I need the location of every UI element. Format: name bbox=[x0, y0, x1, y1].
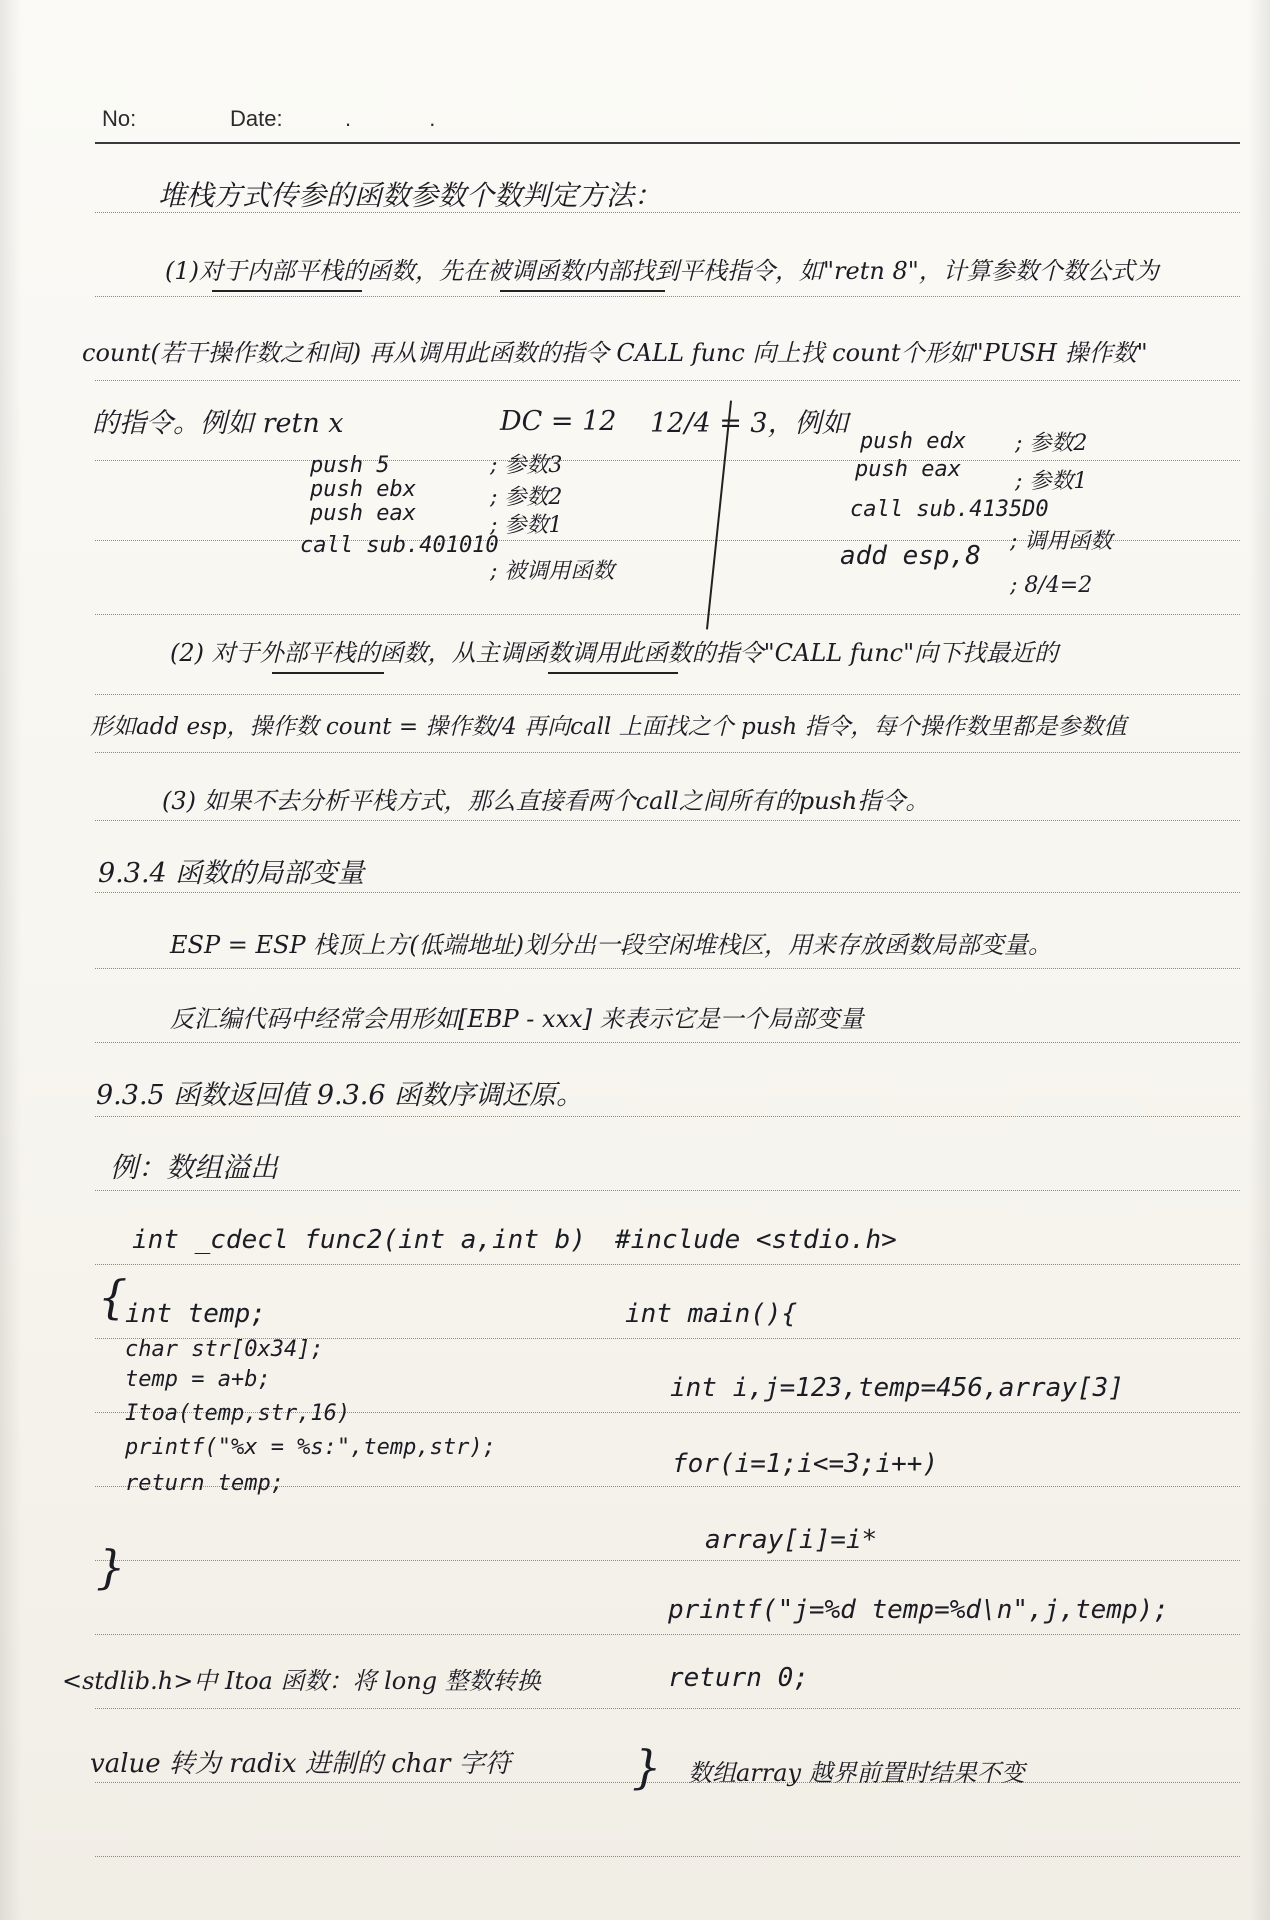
paragraph-2-line-2: 形如add esp，操作数 count = 操作数/4 再向call 上面找之个 push 指令，每个操作数里都是参数值 bbox=[90, 714, 1127, 740]
code-line: } bbox=[632, 1740, 662, 1794]
ruled-line bbox=[95, 1560, 1240, 1561]
asm-comment: ; 调用函数 bbox=[1010, 529, 1113, 554]
asm-comment: ; 参数2 bbox=[1015, 431, 1088, 456]
ruled-line bbox=[95, 752, 1240, 753]
ruled-line bbox=[95, 1264, 1240, 1265]
paragraph-3: (3) 如果不去分析平栈方式，那么直接看两个call之间所有的push指令。 bbox=[162, 787, 930, 815]
code-line: int i,j=123,temp=456,array[3] bbox=[670, 1373, 1124, 1403]
code-line: int temp; bbox=[125, 1299, 266, 1329]
asm-line: push ebx bbox=[310, 477, 416, 502]
asm-comment: ; 参数3 bbox=[490, 453, 563, 478]
asm-comment: ; 参数1 bbox=[490, 513, 563, 538]
asm-line: push 5 bbox=[310, 453, 390, 478]
note-array-overflow: 数组array 越界前置时结果不变 bbox=[688, 1759, 1025, 1787]
underline-external-stack bbox=[272, 672, 384, 674]
asm-line: call sub.4135D0 bbox=[850, 497, 1049, 522]
page-right-edge bbox=[1248, 0, 1270, 1920]
note-itoa-2: value 转为 radix 进制的 char 字符 bbox=[90, 1749, 511, 1779]
code-line: for(i=1;i<=3;i++) bbox=[672, 1449, 939, 1479]
ruled-line bbox=[95, 380, 1240, 381]
asm-line: push eax bbox=[855, 457, 961, 482]
code-line: } bbox=[96, 1540, 126, 1594]
ruled-line bbox=[95, 1116, 1240, 1117]
code-line: array[i]=i* bbox=[705, 1525, 878, 1555]
asm-line: call sub.401010 bbox=[300, 533, 499, 558]
code-line: Itoa(temp,str,16) bbox=[125, 1401, 351, 1426]
ruled-line bbox=[95, 892, 1240, 893]
ruled-line bbox=[95, 1708, 1240, 1709]
code-line: return 0; bbox=[668, 1663, 809, 1693]
asm-comment: ; 被调用函数 bbox=[490, 559, 615, 584]
example-heading: 例：数组溢出 bbox=[110, 1151, 279, 1184]
code-line: printf("j=%d temp=%d\n",j,temp); bbox=[668, 1595, 1169, 1625]
section-9-3-4: 9.3.4 函数的局部变量 bbox=[98, 858, 365, 889]
code-line: { bbox=[98, 1270, 128, 1324]
paragraph-1-line-3c: 12/4 = 3，例如 bbox=[650, 408, 849, 439]
code-line: int main(){ bbox=[625, 1299, 798, 1329]
date-dots: . . bbox=[345, 106, 472, 131]
section-title: 堆栈方式传参的函数参数个数判定方法： bbox=[158, 179, 663, 212]
ruled-line bbox=[95, 820, 1240, 821]
paragraph-1-line-3a: 的指令。例如 retn x bbox=[92, 408, 344, 439]
asm-line: push edx bbox=[860, 429, 966, 454]
ruled-line bbox=[95, 614, 1240, 615]
asm-comment: ; 参数1 bbox=[1015, 469, 1088, 494]
ruled-line bbox=[95, 694, 1240, 695]
no-label: No: bbox=[102, 106, 137, 131]
header-rule bbox=[95, 142, 1240, 144]
asm-comment: ; 参数2 bbox=[490, 485, 563, 510]
underline-internal-stack bbox=[212, 290, 362, 292]
code-line: return temp; bbox=[125, 1471, 284, 1496]
underline-callee bbox=[500, 290, 665, 292]
ruled-line bbox=[95, 296, 1240, 297]
asm-line: push eax bbox=[310, 501, 416, 526]
ruled-line bbox=[95, 1856, 1240, 1857]
asm-line: add esp,8 bbox=[840, 541, 981, 571]
note-itoa-1: <stdlib.h>中 Itoa 函数：将 long 整数转换 bbox=[62, 1667, 541, 1695]
code-line: int _cdecl func2(int a,int b) bbox=[132, 1225, 586, 1255]
ruled-line bbox=[95, 1634, 1240, 1635]
section-9-3-5: 9.3.5 函数返回值 9.3.6 函数序调还原。 bbox=[96, 1080, 584, 1111]
paragraph-1-line-1: (1)对于内部平栈的函数，先在被调函数内部找到平栈指令，如"retn 8"，计算参数个数公式为 bbox=[165, 257, 1159, 285]
code-line: printf("%x = %s:",temp,str); bbox=[125, 1435, 496, 1460]
paragraph-1-line-2: count(若干操作数之和间) 再从调用此函数的指令 CALL func 向上找 count个形如"PUSH 操作数" bbox=[82, 339, 1148, 367]
code-line: char str[0x34]; bbox=[125, 1337, 324, 1362]
local-vars-line-1: ESP = ESP 栈顶上方(低端地址)划分出一段空闲堆栈区，用来存放函数局部变量。 bbox=[170, 931, 1052, 959]
ruled-line bbox=[95, 1782, 1240, 1783]
asm-comment: ; 8/4=2 bbox=[1010, 573, 1093, 598]
date-label: Date: bbox=[230, 106, 283, 131]
page-header bbox=[100, 106, 1240, 144]
paragraph-1-line-3b: DC = 12 bbox=[500, 406, 617, 437]
ruled-line bbox=[95, 968, 1240, 969]
code-line: #include <stdio.h> bbox=[615, 1225, 897, 1255]
local-vars-line-2: 反汇编代码中经常会用形如[EBP - xxx] 来表示它是一个局部变量 bbox=[170, 1005, 864, 1033]
code-line: temp = a+b; bbox=[125, 1367, 271, 1392]
underline-caller bbox=[548, 672, 678, 674]
ruled-line bbox=[95, 460, 1240, 461]
paragraph-2-line-1: (2) 对于外部平栈的函数，从主调函数调用此函数的指令"CALL func"向下找最近的 bbox=[170, 639, 1059, 667]
ruled-line bbox=[95, 1190, 1240, 1191]
page-left-edge bbox=[0, 0, 22, 1920]
ruled-line bbox=[95, 1042, 1240, 1043]
